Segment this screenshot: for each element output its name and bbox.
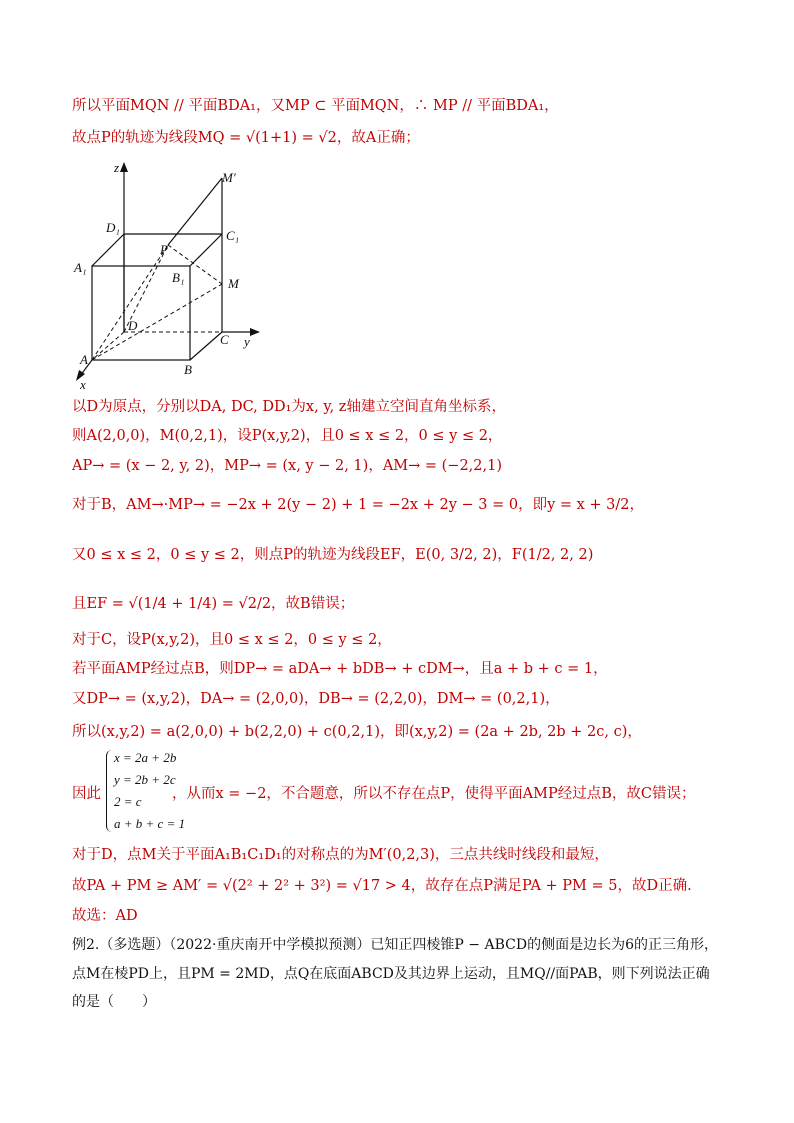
label-m-prime: M′ (222, 170, 236, 185)
solution-line-8: 且EF = √(1/4 + 1/4) = √2/2，故B错误； (72, 596, 355, 612)
example-2-line-2: 点M在棱PD上，且PM = 2MD，点Q在底面ABCD及其边界上运动，且MQ//面PAB，则下列说法正确 (72, 966, 710, 982)
system-eq-3: 2 = c (114, 794, 142, 809)
solution-line-3: 以D为原点，分别以DA, DC, DD₁为x, y, z轴建立空间直角坐标系， (72, 399, 506, 415)
solution-line-11: 又DP→ = (x,y,2)，DA→ = (2,0,0)，DB→ = (2,2,0)，DM→ = (0,2,1)， (72, 691, 560, 707)
solution-line-2: 故点P的轨迹为线段MQ = √(1+1) = √2，故A正确； (72, 130, 420, 146)
solution-line-9: 对于C，设P(x,y,2)，且0 ≤ x ≤ 2，0 ≤ y ≤ 2， (72, 632, 392, 648)
solution-line-13-suffix: ，从而x = −2，不合题意，所以不存在点P，使得平面AMP经过点B，故C错误； (172, 786, 696, 802)
solution-line-14: 对于D，点M关于平面A₁B₁C₁D₁的对称点的为M′(0,2,3)，三点共线时线段和最短， (72, 847, 609, 863)
system-eq-4: a + b + c = 1 (114, 816, 186, 831)
solution-line-1: 所以平面MQN // 平面BDA₁，又MP ⊂ 平面MQN，∴ MP // 平面BDA₁， (72, 98, 559, 114)
solution-line-12: 所以(x,y,2) = a(2,0,0) + b(2,2,0) + c(0,2,1)，即(x,y,2) = (2a + 2b, 2b + 2c, c)， (72, 724, 642, 740)
label-z: z (114, 160, 120, 175)
label-y: y (244, 334, 250, 349)
solution-line-4: 则A(2,0,0)，M(0,2,1)，设P(x,y,2)，且0 ≤ x ≤ 2，0 ≤ y ≤ 2， (72, 428, 503, 444)
z-axis-arrow (120, 162, 128, 172)
solution-line-13-prefix: 因此 (72, 786, 101, 802)
cube-figure (72, 160, 272, 390)
solution-line-6: 对于B，AM→·MP→ = −2x + 2(y − 2) + 1 = −2x + 2y − 3 = 0，即y = x + 3/2， (72, 497, 645, 513)
label-c: C (220, 332, 229, 347)
solution-line-15: 故PA + PM ≥ AM′ = √(2² + 2² + 3²) = √17 > 4，故存在点P满足PA + PM = 5，故D正确. (72, 878, 692, 894)
label-p: P (160, 242, 168, 257)
system-eq-2: y = 2b + 2c (114, 772, 176, 787)
solution-line-7: 又0 ≤ x ≤ 2，0 ≤ y ≤ 2，则点P的轨迹为线段EF，E(0, 3/2, 2)，F(1/2, 2, 2) (72, 547, 594, 563)
label-b: B (184, 362, 192, 377)
label-a: A (80, 352, 88, 367)
hidden-edges (92, 245, 222, 360)
solution-line-5: AP→ = (x − 2, y, 2)，MP→ = (x, y − 2, 1)，AM→ = (−2,2,1) (72, 458, 503, 474)
example-2-line-1: 例2.（多选题）（2022·重庆南开中学模拟预测）已知正四棱锥P − ABCD的侧面是边长为6的正三角形， (72, 937, 718, 953)
example-2-line-3: 的是（ ） (72, 994, 156, 1010)
cube-diagram (72, 160, 272, 390)
y-axis-arrow (250, 328, 260, 336)
label-m: M (228, 276, 239, 291)
answer-line: 故选：AD (72, 908, 138, 924)
system-eq-1: x = 2a + 2b (114, 750, 177, 765)
solution-line-10: 若平面AMP经过点B，则DP→ = aDA→ + bDB→ + cDM→，且a + b + c = 1， (72, 661, 608, 677)
label-b1: B₁ (172, 270, 185, 285)
label-d: D (128, 318, 138, 333)
label-c1: C₁ (226, 228, 240, 243)
visible-edges (92, 178, 222, 360)
label-a1: A₁ (74, 260, 87, 275)
label-x: x (80, 377, 86, 390)
label-d1: D₁ (106, 220, 120, 235)
left-brace (106, 750, 113, 832)
